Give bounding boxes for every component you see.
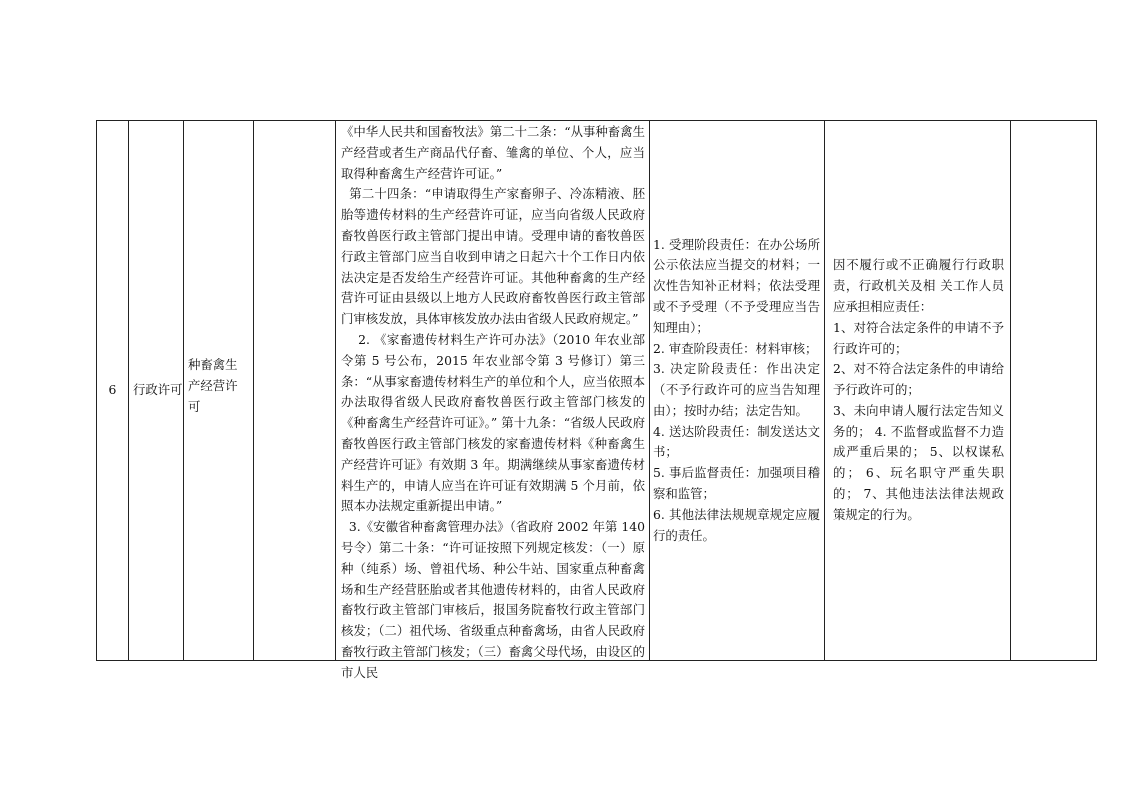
row-number-cell xyxy=(97,121,129,661)
power-list-table xyxy=(96,120,1097,680)
accountability-item: 1、对符合法定条件的申请不予行政许可的； xyxy=(833,319,1004,356)
item-name: 种畜禽生产经营许可 xyxy=(188,357,238,414)
sub-item-cell xyxy=(254,121,336,661)
item-name-cell xyxy=(184,121,254,661)
legal-basis-cell xyxy=(336,121,650,680)
accountability-cell xyxy=(825,121,1011,661)
responsibility-item: 2. 审查阶段责任：材料审核； xyxy=(653,340,818,356)
responsibility-item: 5. 事后监督责任：加强项目稽察和监管； xyxy=(653,465,820,502)
basis-paragraph: 3.《安徽省种畜禽管理办法》（省政府 2002 年第 140 号令）第二十条：“许可证按照下列规定核发：（一）原种（纯系）场、曾祖代场、种公牛站、国家重点种畜禽场和生产经营胚胎或者其他遗传材料的，由省人民政府畜牧行政主管部门审核后，报国务院畜牧行政主管部门核发；（二）祖代场、省级重点种畜禽场，由省人民政府畜牧行政主管部门核发；（三）畜禽父母代场，由设区的市人民 xyxy=(341,519,649,680)
responsibility-text xyxy=(650,235,824,547)
power-type-cell xyxy=(129,121,184,661)
responsibility-item: 6. 其他法律法规规章规定应履行的责任。 xyxy=(653,506,820,543)
table-row xyxy=(97,121,1097,661)
basis-paragraph: 2. 《家畜遗传材料生产许可办法》（2010 年农业部令第 5 号公布，2015 年农业部令第 3 号修订）第三条：“从事家畜遗传材料生产的单位和个人，应当依照本办法取得省级人民政府畜牧兽医行政主管部门核发的《种畜禽生产经营许可证》。” 第十九条：“省级人民政府畜牧兽医行政主管部门核发的家畜遗传材料《种畜禽生产经营许可证》有效期 3 年。期满继续从事家畜遗传材料生产的，申请人应当在许可证有效期满 5 个月前，依照本办法规定重新提出申请。” xyxy=(341,331,645,514)
responsibility-item: 1. 受理阶段责任：在办公场所公示依法应当提交的材料；一次性告知补正材料；依法受理或不予受理（不予受理应当告知理由）； xyxy=(653,236,820,335)
accountability-item: 2、对不符合法定条件的申请给予行政许可的； xyxy=(833,361,1004,398)
legal-basis-text xyxy=(336,121,649,680)
accountability-item: 3、未向申请人履行法定告知义务的； 4. 不监督或监督不力造成严重后果的； 5、以权谋私的； 6、玩名职守严重失职的； 7、其他违法法律法规政策规定的行为。 xyxy=(833,402,1004,522)
responsibility-item: 4. 送达阶段责任：制发送达文书； xyxy=(653,423,820,460)
row-number: 6 xyxy=(108,382,117,398)
responsibility-cell xyxy=(650,121,825,661)
note-cell xyxy=(1011,121,1097,661)
responsibility-item: 3. 决定阶段责任：作出决定（不予行政许可的应当告知理由）；按时办结；法定告知。 xyxy=(653,361,820,418)
accountability-text xyxy=(825,255,1010,525)
power-type: 行政许可 xyxy=(133,382,183,398)
basis-paragraph: 第二十四条：“申请取得生产家畜卵子、冷冻精液、胚胎等遗传材料的生产经营许可证，应当向省级人民政府畜牧兽医行政主管部门提出申请。受理申请的畜牧兽医行政主管部门应当自收到申请之日起六十个工作日内依法决定是否发给生产经营许可证。其他种畜禽的生产经营许可证由县级以上地方人民政府畜牧兽医行政主管部门审核发放，具体审核发放办法由省级人民政府规定。” xyxy=(341,186,645,327)
basis-paragraph: 《中华人民共和国畜牧法》第二十二条：“从事种畜禽生产经营或者生产商品代仔畜、雏禽的单位、个人，应当取得种畜禽生产经营许可证。” xyxy=(341,124,645,181)
accountability-item: 因不履行或不正确履行行政职责，行政机关及相 关工作人员应承担相应责任： xyxy=(833,257,1004,314)
